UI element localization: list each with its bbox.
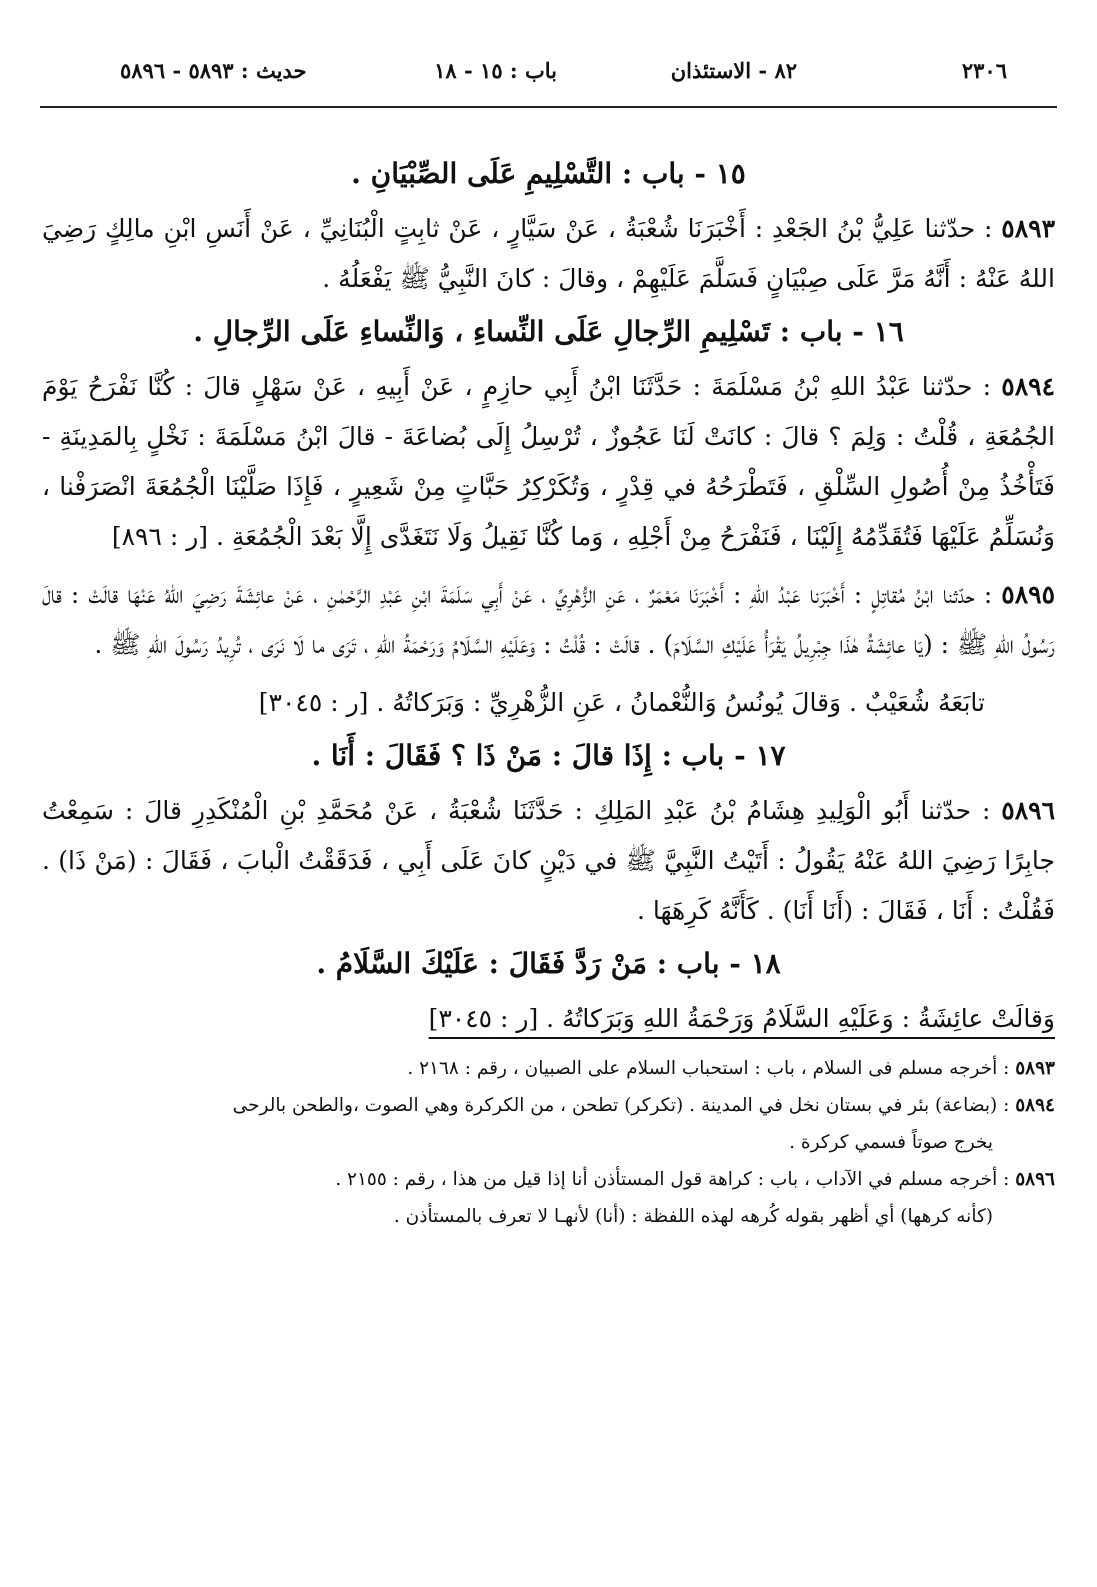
chapter-heading: ١٨ - باب : مَنْ رَدَّ فَقَالَ : عَلَيْكَ السَّلَامُ .: [316, 947, 781, 980]
header-divider: [40, 106, 1057, 108]
main-text: [42, 148, 1055, 1237]
footnote-text: : أخرجه مسلم في الآداب ، باب : كراهة قول المستأذن أنا إذا قيل من هذا ، رقم : ٢١٥٥ .: [335, 1169, 1010, 1190]
hadith-text: : حدّثنا ابْنُ مُقاتِلٍ : أَخْبَرَنا عَبْدُ اللهِ : أَخْبَرَنَا مَعْمَرٌ ، عَنِ الزُّهْرِيِّ ، عَنْ أَبِي سَلَمَةَ ابْنِ عَبْدِ الرَّحْمٰنِ ، عَنْ عائِشَةَ رَضِيَ اللهُ عَنْهَا قالَتْ : قالَ رَسُولُ اللهِ ﷺ : (يَا عائِشَةُ هٰذَا جِبْرِيلُ يَقْرَأُ عَلَيْكِ السَّلَامَ) . قالَتْ : قُلْتُ : وَعَلَيْهِ السَّلَامُ وَرَحْمَةُ اللهِ ، تَرَى ما لَا نَرَى ، تُرِيدُ رَسُولَ اللهِ ﷺ .: [42, 580, 1055, 659]
footnote: [42, 1163, 1055, 1197]
hadith-text: : حدّثنا عَلِيُّ بْنُ الجَعْدِ : أَخْبَرَنَا شُعْبَةُ ، عَنْ سَيَّارٍ ، عَنْ ثابِتٍ الْبُنَانِيِّ ، عَنْ أَنَسِ ابْنِ مالِكٍ رَضِيَ اللهُ عَنْهُ : أَنَّهُ مَرَّ عَلَى صِبْيَانٍ فَسَلَّمَ عَلَيْهِمْ ، وقالَ : كانَ النَّبِيُّ ﷺ يَفْعَلُهُ .: [42, 214, 1055, 293]
hadith-paragraph: [42, 786, 1055, 936]
hadith-number: ٥٨٩٥: [1001, 580, 1055, 609]
footnote-text: : أخرجه مسلم فى السلام ، باب : استحباب السلام على الصبيان ، رقم : ٢١٦٨ .: [407, 1058, 1010, 1079]
footnote-number: ٥٨٩٦: [1015, 1169, 1055, 1190]
chapter-heading: ١٦ - باب : تَسْلِيمِ الرِّجالِ عَلَى النِّساءِ ، وَالنِّساءِ عَلَى الرِّجالِ .: [193, 315, 904, 348]
hadith-paragraph: [42, 204, 1055, 304]
footnote: [42, 1052, 1055, 1086]
hadith-number: ٥٨٩٦: [1001, 796, 1055, 825]
hadith-text: : حدّثنا أَبُو الْوَلِيدِ هِشَامُ بْنُ عَبْدِ المَلِكِ : حَدَّثَنَا شُعْبَةُ ، عَنْ مُحَمَّدِ بْنِ الْمُنْكَدِرِ قالَ : سَمِعْتُ جابِرًا رَضِيَ اللهُ عَنْهُ يَقُولُ : أَتَيْتُ النَّبِيَّ ﷺ في دَيْنٍ كانَ عَلَى أَبِي ، فَدَقَقْتُ الْبابَ ، فَقَالَ : (مَنْ ذَا) . فَقُلْتُ : أَنَا ، فَقَالَ : (أَنَا أَنَا) . كَأَنَّهُ كَرِهَهَا .: [42, 796, 1055, 925]
footnote-continuation: (كأنه كرهها) أي أظهر بقوله كُرهه لهذه اللفظة : (أنا) لأنهـا لا تعرف بالمستأذن .: [393, 1206, 993, 1227]
chapter-heading: ١٥ - باب : التَّسْلِيمِ عَلَى الصِّبْيَانِ .: [351, 157, 746, 190]
hadith-number: ٥٨٩٤: [1001, 372, 1055, 401]
footnote: [42, 1089, 1055, 1123]
footnote-text: : (بضاعة) بئر في بستان نخل في المدينة . (تكركر) تطحن ، من الكركرة وهي الصوت ،والطحن بالرحى: [232, 1095, 1010, 1116]
chapter-note: وَقالَتْ عائِشَةُ : وَعَلَيْهِ السَّلَامُ وَرَحْمَةُ اللهِ وَبَرَكاتُهُ . [ر : ٣٠٤٥]: [428, 1004, 1055, 1033]
chapter-heading: ١٧ - باب : إِذَا قالَ : مَنْ ذَا ؟ فَقَالَ : أَنَا .: [311, 739, 786, 772]
footnote-continuation: يخرج صوتاً فسمي كركرة .: [789, 1132, 993, 1153]
chapter-range: باب : ١٥ - ١٨: [434, 58, 557, 83]
hadith-text: : حدّثنا عَبْدُ اللهِ بْنُ مَسْلَمَةَ : حَدَّثَنَا ابْنُ أَبِي حازِمٍ ، عَنْ أَبِيهِ ، عَنْ سَهْلٍ قالَ : كُنَّا نَفْرَحُ يَوْمَ الجُمُعَةِ ، قُلْتُ : وَلِمَ ؟ قالَ : كانَتْ لَنَا عَجُوزٌ ، تُرْسِلُ إِلَى بُضاعَةَ - قالَ ابْنُ مَسْلَمَةَ : نَخْلٍ بِالمَدِينَةِ - فَتَأْخُذُ مِنْ أُصُولِ السِّلْقِ ، فَتَطْرَحُهُ في قِدْرٍ ، وَتُكَرْكِرُ حَبَّاتٍ مِنْ شَعِيرٍ ، فَإِذَا صَلَّيْنَا الْجُمُعَةَ انْصَرَفْنا ، وَنُسَلِّمُ عَلَيْهَا فَتُقَدِّمُهُ إِلَيْنَا ، فَنَفْرَحُ مِنْ أَجْلِهِ ، وَما كُنَّا نَقِيلُ وَلَا نَتَغَدَّى إِلَّا بَعْدَ الْجُمُعَةِ . [ر : ٨٩٦]: [42, 372, 1055, 551]
hadith-note: تابَعَهُ شُعَيْبٌ . وَقالَ يُونُسُ وَالنُّعْمانُ ، عَنِ الزُّهْرِيِّ : وَبَرَكاتُهُ . [ر : ٣٠٤٥]: [258, 688, 985, 717]
hadith-paragraph: [42, 570, 1055, 670]
hadith-range: حديث : ٥٨٩٣ - ٥٨٩٦: [120, 58, 307, 83]
hadith-paragraph: [42, 362, 1055, 562]
page-number: ٢٣٠٦: [961, 58, 1007, 83]
footnote-number: ٥٨٩٣: [1015, 1058, 1055, 1079]
footnote-number: ٥٨٩٤: [1015, 1095, 1055, 1116]
book-title: ٨٢ - الاستئذان: [670, 58, 797, 83]
running-header: [60, 58, 1037, 98]
hadith-number: ٥٨٩٣: [1001, 214, 1055, 243]
footnotes: [42, 1052, 1055, 1234]
